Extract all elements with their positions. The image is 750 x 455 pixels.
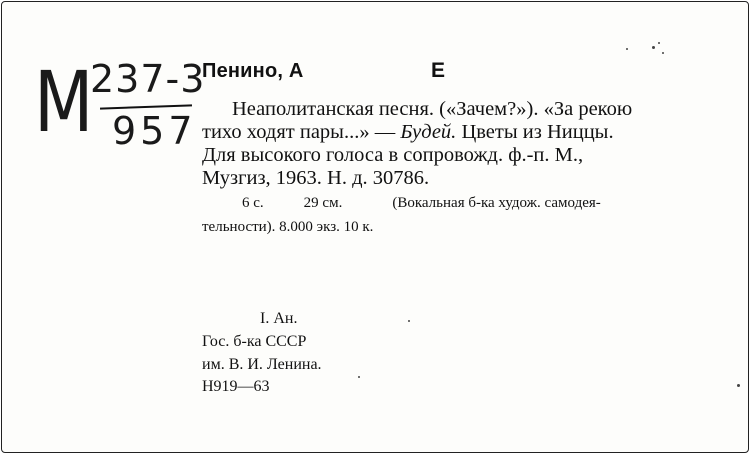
paper-speck bbox=[408, 320, 410, 322]
tracing-line-1: I. Ан. bbox=[260, 310, 298, 327]
paper-speck bbox=[626, 48, 628, 50]
description-line-3: Для высокого голоса в сопровожд. ф.-п. М., bbox=[202, 144, 584, 166]
paper-speck bbox=[737, 384, 740, 387]
paper-speck bbox=[658, 42, 660, 44]
shelfmark-second-number: 957 bbox=[112, 109, 197, 153]
description-line-4: Музгиз, 1963. Н. д. 30786. bbox=[202, 167, 430, 189]
description-line-2-part-a: тихо ходят пары...» — bbox=[202, 121, 401, 143]
paper-speck bbox=[662, 52, 664, 54]
physical-line-1 bbox=[242, 196, 601, 211]
physical-series: (Вокальная б-ка худож. самодея- bbox=[392, 195, 601, 211]
index-letter: Е bbox=[431, 59, 446, 82]
tracing-line-2: Гос. б-ка СССР bbox=[202, 333, 307, 350]
description-line-2-part-c: Цветы из Ниццы. bbox=[456, 121, 614, 143]
paper-speck bbox=[652, 46, 655, 49]
physical-line-2: тельности). 8.000 экз. 10 к. bbox=[202, 219, 374, 235]
description-line-1: Неаполитанская песня. («Зачем?»). «За рекою bbox=[232, 98, 633, 120]
tracing-line-4: Н919—63 bbox=[202, 378, 270, 395]
description-line-2-italic: Будей. bbox=[400, 121, 457, 143]
catalog-card bbox=[1, 1, 749, 453]
physical-pages: 6 с. bbox=[242, 195, 264, 211]
paper-speck bbox=[358, 376, 360, 378]
shelfmark-letter: М bbox=[34, 53, 92, 151]
tracing-line-3: им. В. И. Ленина. bbox=[202, 356, 322, 373]
physical-size: 29 см. bbox=[303, 195, 343, 211]
description-line-2 bbox=[202, 122, 614, 143]
shelfmark-number: 237-3 bbox=[90, 57, 206, 101]
author-heading: Пенино, А bbox=[202, 60, 304, 82]
